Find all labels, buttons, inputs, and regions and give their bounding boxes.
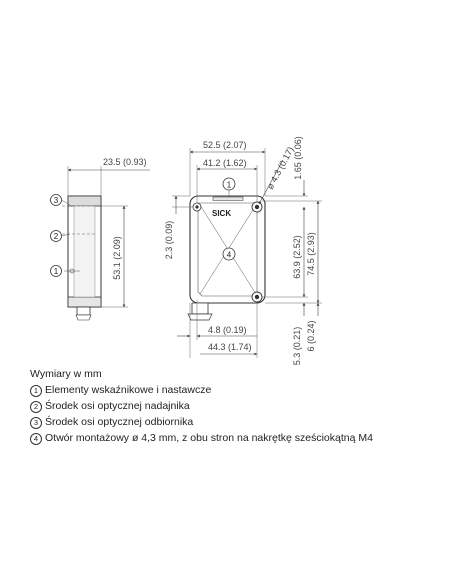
legend-num-3: 3 [30, 417, 42, 429]
callout-1-label: 1 [53, 267, 59, 277]
side-height-text: 53.1 (2.09) [112, 236, 122, 280]
legend-num-1: 1 [30, 385, 42, 397]
top-offset-text: 1.65 (0.06) [293, 136, 303, 180]
legend-num-2: 2 [30, 401, 42, 413]
bottom-a-text: 5.3 (0.21) [292, 326, 302, 366]
side-face [74, 206, 95, 297]
bottom-b-text: 6 (0.24) [306, 320, 316, 352]
total-height-text: 74.5 (2.93) [306, 232, 316, 276]
callout-1-front-label: 1 [226, 180, 232, 190]
legend-text-3: Środek osi optycznej odbiornika [45, 416, 194, 428]
side-connector [77, 307, 90, 315]
sick-logo: SICK [212, 209, 232, 218]
legend-text-2: Środek osi optycznej nadajnika [45, 400, 190, 412]
indicator-panel [213, 197, 243, 201]
side-bottom-band [68, 297, 101, 307]
hole-spacing-text: 41.2 (1.62) [203, 158, 247, 168]
hole-vertical-text: 63.9 (2.52) [292, 235, 302, 279]
hole-diameter-text: ø 4.3 (0.17) [264, 145, 296, 191]
legend-item-1 [30, 382, 373, 398]
callout-3-label: 3 [53, 196, 59, 206]
legend-item-4 [30, 430, 373, 446]
legend-num-4: 4 [30, 433, 42, 445]
legend-item-3 [30, 414, 373, 430]
front-view [164, 136, 322, 365]
conn-offset-text: 4.8 (0.19) [208, 325, 247, 335]
mount-hole-bottom-right-center [255, 295, 259, 299]
front-connector-body [192, 303, 208, 314]
mount-hole-top-left-center [195, 205, 198, 208]
legend-text-4: Otwór montażowy ø 4,3 mm, z obu stron na nakrętkę sześciokątną M4 [45, 432, 373, 444]
left-offset-text: 2.3 (0.09) [164, 220, 174, 260]
legend-item-2 [30, 398, 373, 414]
mount-hole-top-right-center [255, 205, 259, 209]
side-top-lens [68, 196, 101, 206]
side-view [51, 157, 151, 320]
side-connector-thread [76, 315, 91, 320]
callout-2-label: 2 [53, 232, 59, 242]
legend-text-1: Elementy wskaźnikowe i nastawcze [45, 384, 212, 396]
front-width-text: 52.5 (2.07) [203, 140, 247, 150]
callout-4-label: 4 [226, 250, 232, 260]
front-connector-thread [188, 314, 212, 320]
legend-title: Wymiary w mm [30, 368, 102, 380]
side-width-text: 23.5 (0.93) [103, 157, 147, 167]
conn-width-text: 44.3 (1.74) [208, 342, 252, 352]
legend [30, 366, 373, 446]
